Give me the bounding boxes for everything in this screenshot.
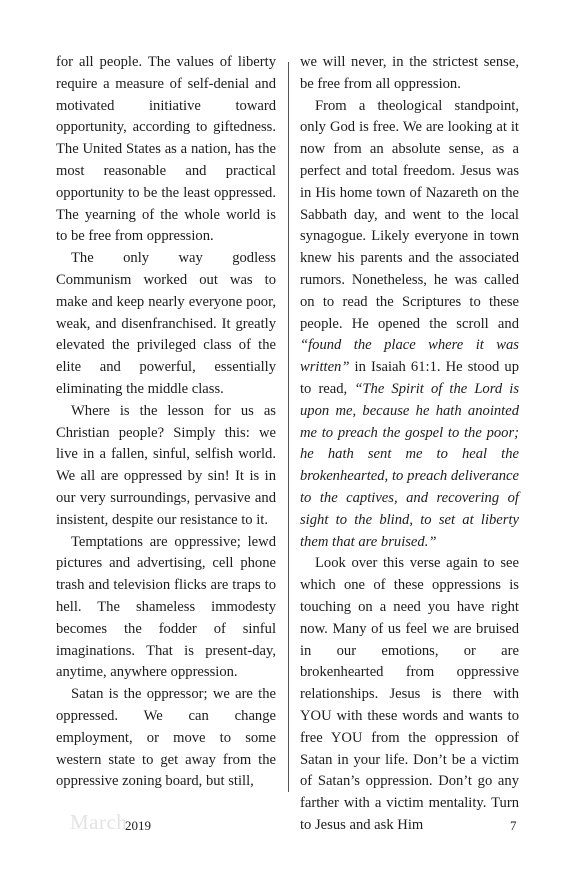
page-number: 7 (510, 818, 517, 833)
left-column (56, 52, 276, 793)
paragraph: Look over this verse again to see which one of these oppressions is touching on a need you have right now. Many of us feel we are bruised in our emotions, or are brokenhearted from oppressive relationships. Jesus is there with YOU with these words and wants to free YOU from the oppression of Satan in your life. Don’t be a victim of Satan’s oppression. Don’t go any farther with a victim mentality. Turn to Jesus and ask Him (300, 555, 519, 833)
paragraph: we will never, in the strictest sense, be free from all oppression. (300, 54, 519, 92)
text-run: From a theological standpoint, only God is free. We are looking at it now from an absolute sense, as a perfect and total freedom. Jesus was in His home town of Nazareth on the Sabbath day, and went to the local synagogue. Likely everyone in town knew his parents and the associated rumors. Nonetheless, he was called on to read the Scriptures to these people. He opened the scroll and (300, 97, 519, 332)
paragraph: Where is the lesson for us as Christian people? Simply this: we live in a fallen, sinful, selfish world. We all are oppressed by sin! It is in our very surroundings, pervasive and insistent, despite our resistance to it. (56, 402, 276, 528)
paragraph: Satan is the oppressor; we are the oppressed. We can change employment, or move to some western state to get away from the oppressive zoning board, but still, (56, 686, 276, 790)
paragraph: Temptations are oppressive; lewd pictures and advertising, cell phone trash and television flicks are traps to hell. The shameless immodesty becomes the fodder of sinful imaginations. That is present-day, anytime, anywhere oppression. (56, 533, 276, 681)
paragraph: for all people. The values of liberty require a measure of self-denial and motivated initiative toward opportunity, according to giftedness. The United States as a nation, has the most reasonable and practical opportunity to be the least oppressed. The yearning of the whole world is to be free from oppression. (56, 54, 276, 245)
footer-month-watermark: March (70, 810, 128, 834)
column-divider (288, 62, 289, 792)
paragraph (300, 96, 519, 554)
quote-isaiah: “The Spirit of the Lord is upon me, because he hath anointed me to preach the gospel to the poor; he hath sent me to heal the brokenhearted, to preach deliverance to the captives, and recovering of sight to the blind, to set at liberty them that are bruised.” (300, 380, 519, 550)
footer-year: 2019 (125, 818, 151, 833)
text-run: in Isaiah 61:1. He stood up to read, (300, 359, 519, 397)
paragraph: The only way godless Communism worked out was to make and keep nearly everyone poor, weak, and disenfranchised. It greatly elevated the privileged class of the elite and powerful, essentially eliminating the middle class. (56, 250, 276, 397)
quote-found-place: “found the place where it was written” (300, 337, 519, 376)
right-column (300, 52, 519, 837)
